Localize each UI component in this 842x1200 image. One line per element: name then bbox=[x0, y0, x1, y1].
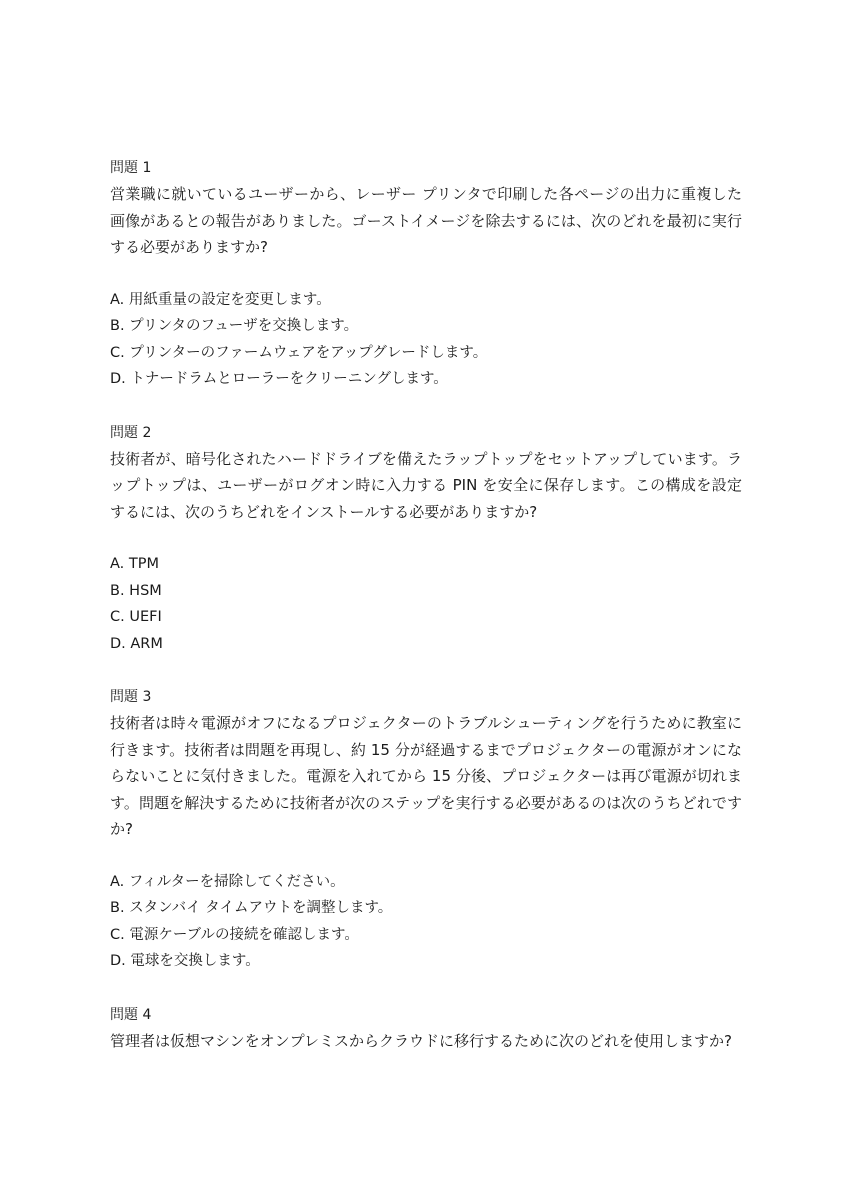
question-title: 問題 2 bbox=[110, 424, 152, 441]
question-title: 問題 1 bbox=[110, 160, 152, 176]
question-text: 営業職に就いているユーザーから、レーザー プリンタで印刷した各ページの出力に重複した画像があるとの報告がありました。ゴーストイメージを除去するには、次のどれを最初に実行する必要がありますか? bbox=[110, 185, 742, 256]
answer-option-c: C. 電源ケーブルの接続を確認します。 bbox=[110, 926, 359, 943]
question-1 bbox=[110, 155, 742, 393]
document-page bbox=[110, 155, 742, 1054]
answer-option-a: A. TPM bbox=[110, 556, 159, 572]
answer-option-c: C. UEFI bbox=[110, 609, 162, 625]
answer-option-b: B. スタンバイ タイムアウトを調整します。 bbox=[110, 900, 393, 916]
answer-option-d: D. トナードラムとローラーをクリーニングします。 bbox=[110, 371, 448, 387]
question-4 bbox=[110, 1002, 742, 1055]
answer-option-b: B. HSM bbox=[110, 582, 162, 599]
answer-option-c: C. プリンターのファームウェアをアップグレードします。 bbox=[110, 344, 488, 361]
answer-option-d: D. ARM bbox=[110, 635, 163, 652]
answer-options bbox=[110, 869, 742, 975]
answer-options bbox=[110, 551, 742, 657]
answer-options bbox=[110, 287, 742, 393]
question-3 bbox=[110, 684, 742, 975]
answer-option-a: A. 用紙重量の設定を変更します。 bbox=[110, 291, 331, 308]
answer-option-a: A. フィルターを掃除してください。 bbox=[110, 873, 345, 890]
question-title: 問題 4 bbox=[110, 1006, 152, 1023]
question-2 bbox=[110, 420, 742, 658]
question-text: 技術者は時々電源がオフになるプロジェクターのトラブルシューティングを行うために教室に行きます。技術者は問題を再現し、約 15 分が経過するまでプロジェクターの電源がオンにならないことに気付きました。電源を入れてから 15 分後、プロジェクターは再び電源が切れます。問題を解決するために技術者が次のステップを実行する必要があるのは次のうちどれですか? bbox=[110, 714, 742, 838]
answer-option-d: D. 電球を交換します。 bbox=[110, 953, 260, 969]
question-title: 問題 3 bbox=[110, 689, 152, 705]
question-text: 管理者は仮想マシンをオンプレミスからクラウドに移行するために次のどれを使用しますか? bbox=[110, 1031, 732, 1050]
question-text: 技術者が、暗号化されたハードドライブを備えたラップトップをセットアップしています。ラップトップは、ユーザーがログオン時に入力する PIN を安全に保存します。この構成を設定するには、次のうちどれをインストールする必要がありますか? bbox=[110, 449, 742, 521]
answer-option-b: B. プリンタのフューザを交換します。 bbox=[110, 318, 359, 334]
